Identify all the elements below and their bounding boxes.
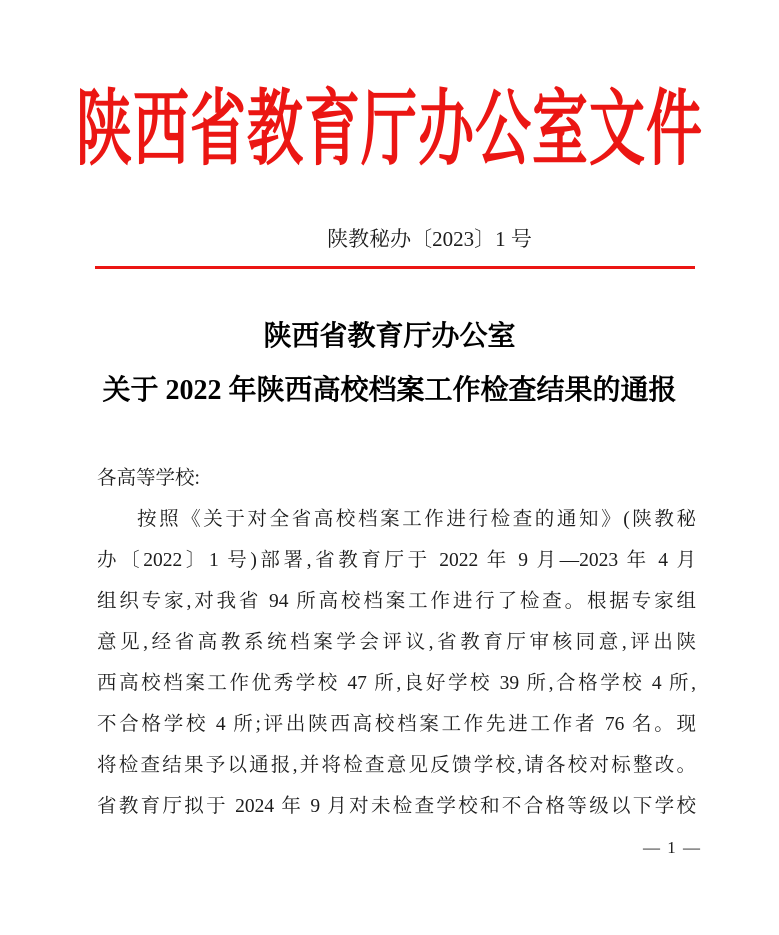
body-text-line: 办〔2022〕1 号)部署,省教育厅于 2022 年 9 月—2023 年 4 月 xyxy=(97,550,696,571)
body-text-line: 意见,经省高教系统档案学会评议,省教育厅审核同意,评出陕 xyxy=(97,632,696,653)
body-text-line: 不合格学校 4 所;评出陕西高校档案工作先进工作者 76 名。现 xyxy=(97,714,696,735)
body-text-line: 将检查结果予以通报,并将检查意见反馈学校,请各校对标整改。 xyxy=(97,755,696,776)
document-body xyxy=(97,458,696,827)
page-number: — 1 — xyxy=(643,838,700,857)
body-text-line: 西高校档案工作优秀学校 47 所,良好学校 39 所,合格学校 4 所, xyxy=(97,673,696,694)
document-title xyxy=(0,310,779,418)
salutation-line: 各高等学校: xyxy=(97,468,200,489)
document-header-banner xyxy=(0,85,779,177)
body-text-line: 省教育厅拟于 2024 年 9 月对未检查学校和不合格等级以下学校 xyxy=(97,796,696,817)
document-title-line-1: 陕西省教育厅办公室 xyxy=(263,321,516,352)
body-text-line: 组织专家,对我省 94 所高校档案工作进行了检查。根据专家组 xyxy=(97,591,696,612)
document-title-line-2: 关于 2022 年陕西高校档案工作检查结果的通报 xyxy=(102,375,677,406)
header-banner-text: 陕西省教育厅办公室文件 xyxy=(76,85,703,177)
red-divider-line xyxy=(95,266,695,269)
body-text-line: 按照《关于对全省高校档案工作进行检查的通知》(陕教秘 xyxy=(137,509,696,530)
document-number: 陕教秘办〔2023〕1 号 xyxy=(327,227,532,251)
body-paragraph xyxy=(97,499,696,827)
